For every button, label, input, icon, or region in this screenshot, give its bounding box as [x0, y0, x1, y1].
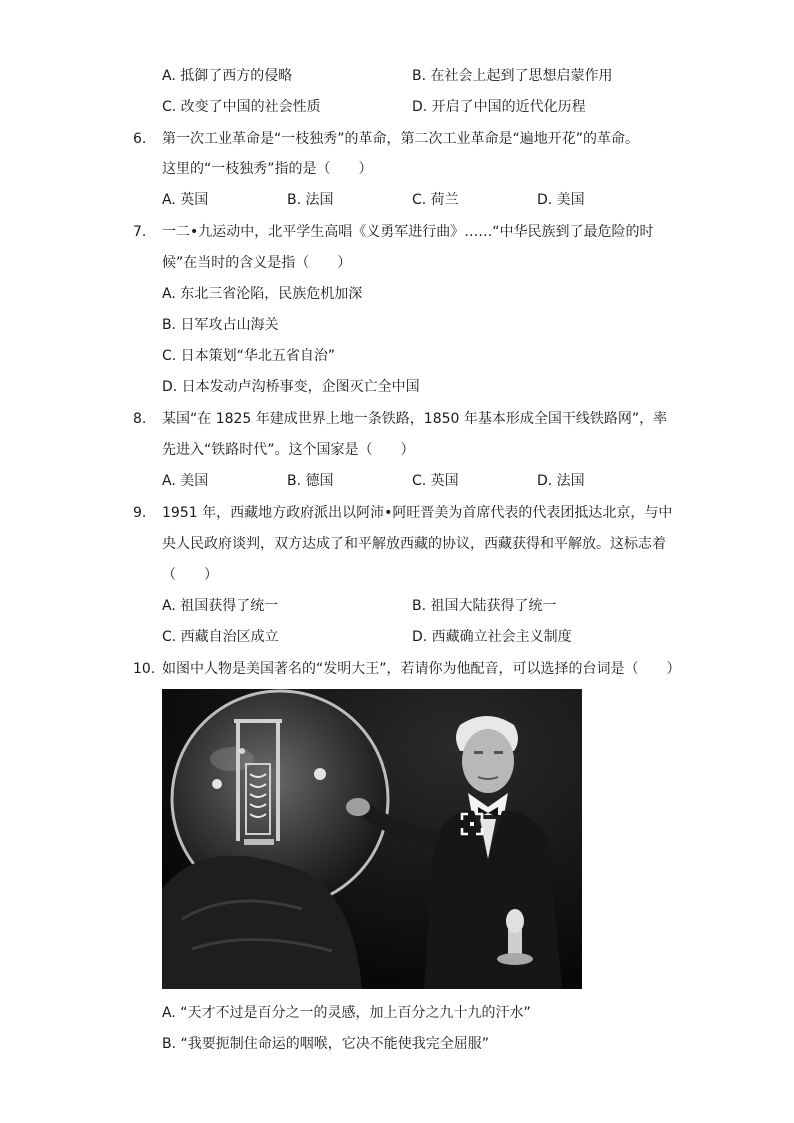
- q9-number: 9.: [133, 505, 147, 521]
- q6-option-c: C. 荷兰: [412, 192, 459, 208]
- q7-option-b: B. 日军攻占山海关: [162, 317, 279, 333]
- q7-stem-line1: 一二•九运动中，北平学生高唱《义勇军进行曲》……“中华民族到了最危险的时: [162, 224, 654, 240]
- q5-option-b: B. 在社会上起到了思想启蒙作用: [412, 68, 613, 84]
- q8-stem-line2: 先进入“铁路时代”。这个国家是（ ）: [162, 442, 415, 458]
- q9-option-a: A. 祖国获得了统一: [162, 598, 279, 614]
- q6-option-d: D. 美国: [537, 192, 585, 208]
- q9-option-c: C. 西藏自治区成立: [162, 629, 279, 645]
- q5-option-d: D. 开启了中国的近代化历程: [412, 99, 586, 115]
- q10-number: 10.: [133, 661, 156, 677]
- inventor-lightbulb-photo: [162, 689, 582, 989]
- q8-stem-line1: 某国“在 1825 年建成世界上地一条铁路，1850 年基本形成全国干线铁路网”，率: [162, 411, 668, 427]
- photo-illustration: [162, 689, 582, 989]
- q9-option-b: B. 祖国大陆获得了统一: [412, 598, 557, 614]
- q8-option-d: D. 法国: [537, 473, 585, 489]
- q10-stem-line1: 如图中人物是美国著名的“发明大王”，若请你为他配音，可以选择的台词是（ ）: [162, 661, 681, 677]
- q9-option-d: D. 西藏确立社会主义制度: [412, 629, 572, 645]
- q6-option-a: A. 英国: [162, 192, 209, 208]
- q5-option-c: C. 改变了中国的社会性质: [162, 99, 321, 115]
- q7-number: 7.: [133, 224, 147, 240]
- q8-option-c: C. 英国: [412, 473, 459, 489]
- q10-option-b: B. “我要扼制住命运的咽喉，它决不能使我完全屈服”: [162, 1036, 490, 1052]
- q10-option-a: A. “天才不过是百分之一的灵感，加上百分之九十九的汗水”: [162, 1005, 531, 1021]
- q7-option-c: C. 日本策划“华北五省自治”: [162, 348, 336, 364]
- q9-stem-line2: 央人民政府谈判，双方达成了和平解放西藏的协议，西藏获得和平解放。这标志着: [162, 536, 666, 552]
- q6-stem-line1: 第一次工业革命是“一枝独秀”的革命，第二次工业革命是“遍地开花”的革命。: [162, 131, 640, 147]
- q8-number: 8.: [133, 411, 147, 427]
- q7-stem-line2: 候”在当时的含义是指（ ）: [162, 255, 352, 271]
- q7-option-d: D. 日本发动卢沟桥事变，企图灭亡全中国: [162, 379, 420, 395]
- q7-option-a: A. 东北三省沦陷，民族危机加深: [162, 286, 363, 302]
- q8-option-b: B. 德国: [287, 473, 334, 489]
- q9-stem-line3: （ ）: [162, 567, 218, 583]
- q6-option-b: B. 法国: [287, 192, 334, 208]
- q6-stem-line2: 这里的“一枝独秀”指的是（ ）: [162, 161, 373, 177]
- q8-option-a: A. 美国: [162, 473, 209, 489]
- q5-option-a: A. 抵御了西方的侵略: [162, 68, 293, 84]
- fullscreen-expand-icon[interactable]: [460, 812, 484, 836]
- q9-stem-line1: 1951 年，西藏地方政府派出以阿沛•阿旺晋美为首席代表的代表团抵达北京，与中: [162, 505, 673, 521]
- q6-number: 6.: [133, 131, 147, 147]
